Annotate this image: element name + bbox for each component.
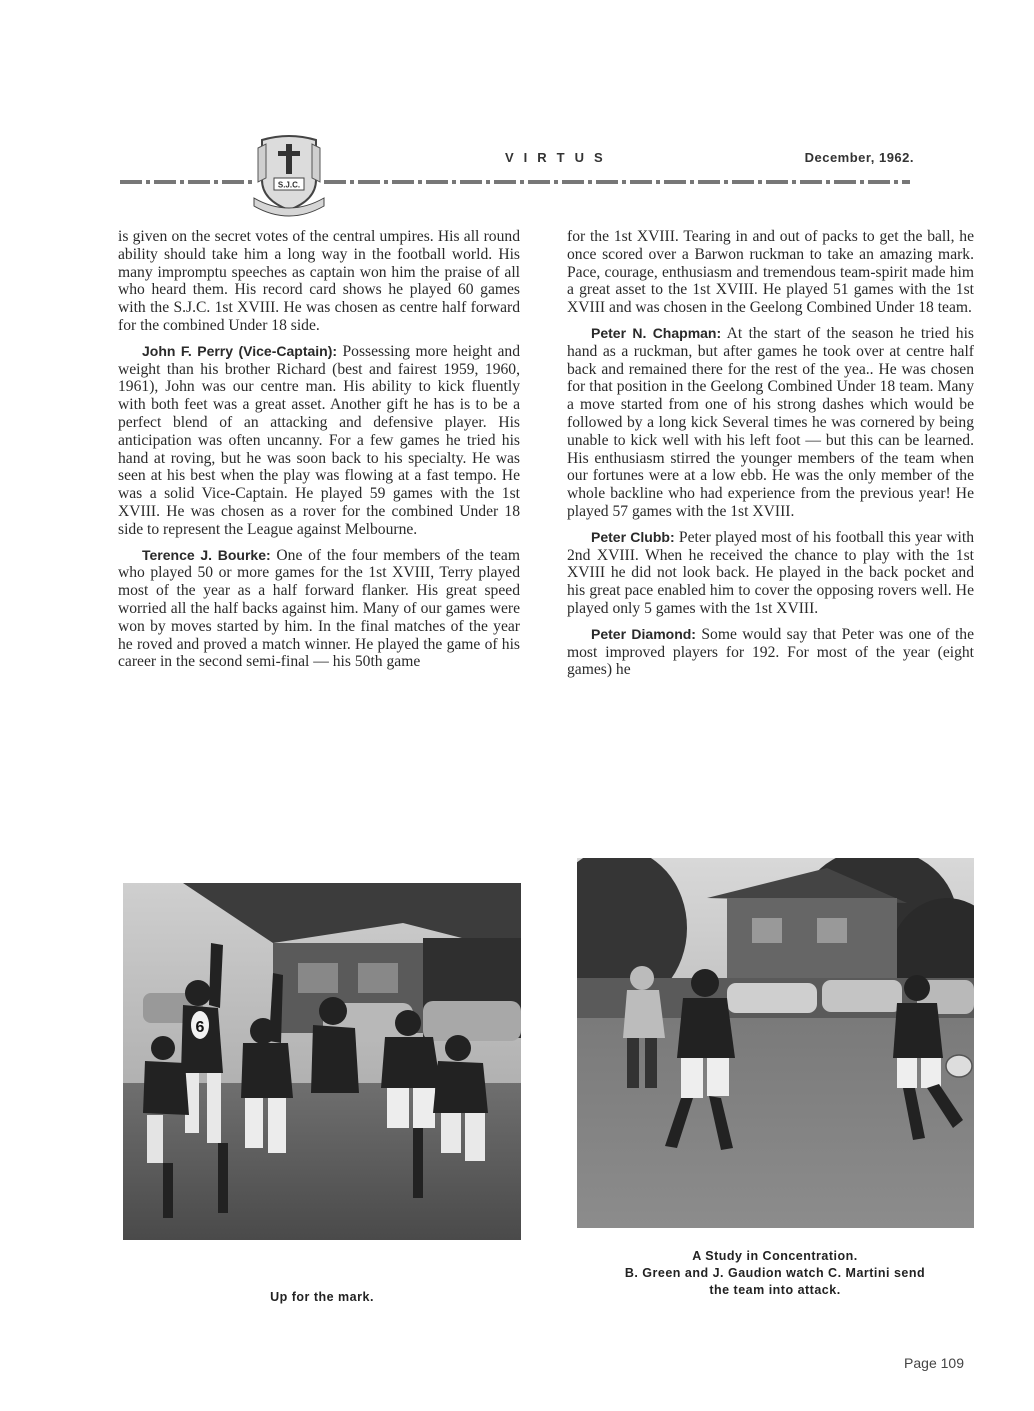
guernsey-number: 6 xyxy=(195,1019,205,1036)
svg-text:S.J.C.: S.J.C. xyxy=(277,180,301,190)
player-name: John F. Perry (Vice-Captain): xyxy=(142,342,338,359)
photo-study-in-concentration xyxy=(577,858,974,1228)
photo-up-for-the-mark xyxy=(123,883,521,1240)
left-text-column xyxy=(118,228,520,679)
paragraph xyxy=(118,343,520,539)
page-number: Page 109 xyxy=(904,1355,964,1371)
paragraph: for the 1st XVIII. Tearing in and out of packs to get the ball, he once scored over a Barwon ruckman to take an amazing mark. Pace, courage, enthusiasm and tremendous team-spirit made him a great asset to the 1st XVIII. He played 51 games with the 1st XVIII and was chosen in the Geelong Combined Under 18 team. xyxy=(567,228,974,317)
caption-line: B. Green and J. Gaudion watch C. Martini send xyxy=(624,1266,926,1280)
photo-caption-right xyxy=(560,1248,990,1299)
paragraph xyxy=(118,547,520,672)
paragraph: is given on the secret votes of the central umpires. His all round ability should take him a long way in the football world. His many impromptu speeches as captain won him the praise of all who heard them. His record card shows he played 60 games with the S.J.C. 1st XVIII. He was chosen as centre half forward for the combined Under 18 side. xyxy=(118,228,520,334)
school-crest-icon xyxy=(252,134,326,218)
header-rule-right xyxy=(324,180,910,184)
header-rule-left xyxy=(120,180,256,184)
right-text-column xyxy=(567,228,974,687)
paragraph-text: Peter played most of his football this year with 2nd XVIII. When he received the chance to play with the 1st XVIII he did not look back. He played in the back pocket and his great pace enabled him to cover the opposing rovers well. He played only 5 games with the 1st XVIII. xyxy=(567,528,974,617)
caption-title: A Study in Concentration. xyxy=(692,1249,858,1263)
player-name: Peter Clubb: xyxy=(591,528,675,545)
masthead-title: VIRTUS xyxy=(505,150,613,165)
photo-caption-left: Up for the mark. xyxy=(270,1290,374,1304)
paragraph-text: Some would say that Peter was one of the most improved players for 192. For most of the year (eight games) he xyxy=(567,625,975,679)
paragraph xyxy=(567,626,974,679)
issue-date: December, 1962. xyxy=(804,150,914,165)
player-name: Peter Diamond: xyxy=(591,625,696,642)
paragraph xyxy=(567,325,974,521)
paragraph-text: At the start of the season he tried his hand as a ruckman, but after games he took over at centre half back and remained there for the rest of the yea.. He was chosen for that position in the Geelong Combined Under 18 team. Many a move started from one of his strong dashes which would be followed by a long kick Several times he was cornered by being unable to kick well with his left foot — but this can be learned. His enthusiasm stirred the younger members of the team when our fortunes were at a low ebb. He was the only member of the whole backline who had experience from the previous year! He played 57 games with the 1st XVIII. xyxy=(567,324,975,520)
caption-line: the team into attack. xyxy=(709,1283,841,1297)
paragraph-text: Possessing more height and weight than his brother Richard (best and fairest 1959, 1960, 1961), John was our centre man. His ability to kick fluently with both feet was a great asset. Another gift he has is to be a perfect blend of an attacking and defensive player. His anticipation was often uncanny. For a few games he tried his hand at roving, but he was soon back to his specialty. He was seen at his best when the play was flowing at a fast tempo. He was a solid Vice-Captain. He played 59 games with the 1st XVIII. He was chosen as a rover for the combined Under 18 side to represent the League against Melbourne. xyxy=(118,342,520,538)
paragraph xyxy=(567,529,974,618)
paragraph-text: One of the four members of the team who played 50 or more games for the 1st XVIII, Terry played most of the year as a half forward flanker. His great speed worried all the half backs against him. Many of our games were won by moves started by him. In the final matches of the year he roved and proved a match winner. He played the game of his career in the second semi-final — his 50th game xyxy=(118,546,520,671)
player-name: Terence J. Bourke: xyxy=(142,546,271,563)
player-name: Peter N. Chapman: xyxy=(591,324,722,341)
